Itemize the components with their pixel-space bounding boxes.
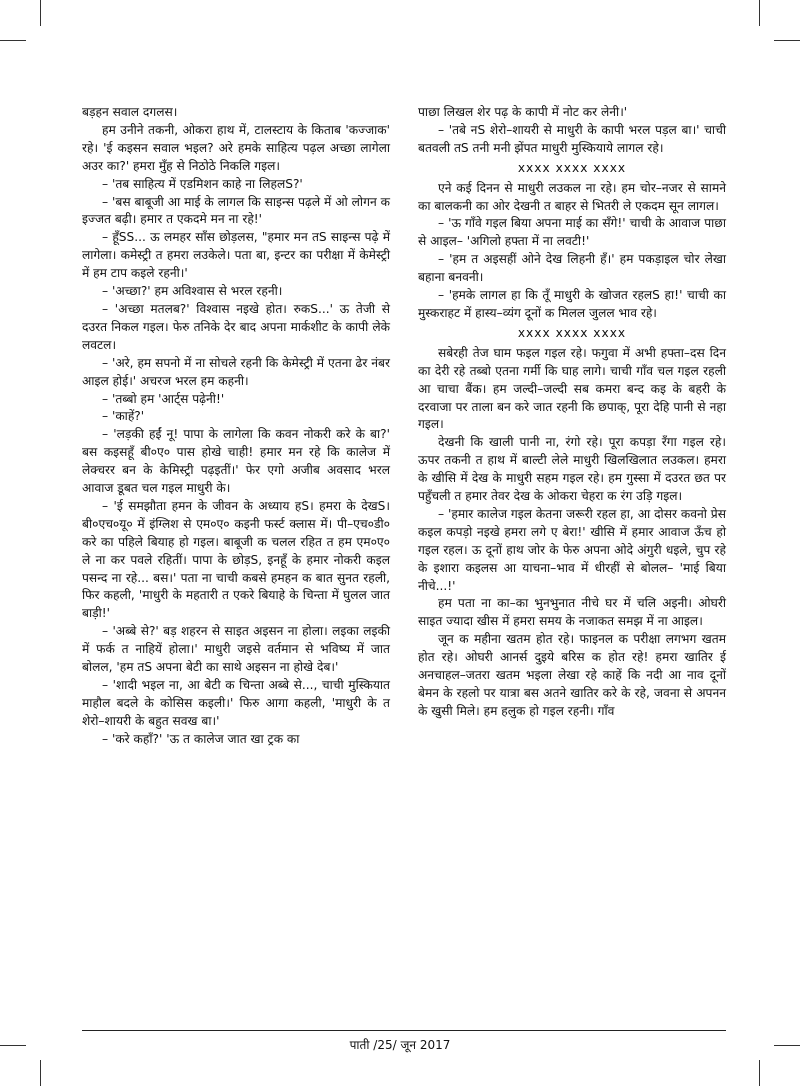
paragraph: – 'काहें?' xyxy=(102,409,145,424)
paragraph: हम उनीने तकनी, ओकरा हाथ में, टालस्टाय के किताब 'कज्जाक' रहे। 'ई कइसन सवाल भइल? अरे हमके साहित्य पढ़ल अच्छा लागेला अउर का?' हमरा मुँह से निठोठे निकलि गइल। xyxy=(82,122,390,173)
paragraph: – 'तब्बो हम 'आर्ट्स पढ़ेनी!' xyxy=(102,391,225,406)
crop-mark-top-left-v xyxy=(40,0,41,26)
crop-mark-bottom-left-v xyxy=(40,1060,41,1086)
paragraph: – 'लड़की हईं नू! पापा के लागेला कि कवन नोकरी करे के बा?' बस कइसहूँ बी०ए० पास होखे चाही! हमार मन रहे कि कालेज में लेक्चरर बन के केमिस्ट्री पढ़इतीं।' फेर एगो अजीब अवसाद भरल आवाज डूबत चल गइल माधुरी के। xyxy=(82,427,390,496)
paragraph: देखनी कि खाली पानी ना, रंगो रहे। पूरा कपड़ा रँगा गइल रहे। ऊपर तकनी त हाथ में बाल्टी लेले माधुरी खिलखिलात लउकल। हमरा के खीसि में देख के माधुरी सहम गइल रहे। हम गुस्सा में दउरत छत पर पहुँचली त हमार तेवर देख के ओकरा चेहरा क रंग उड़ि गइल। xyxy=(418,435,726,504)
paragraph: जून क महीना खतम होत रहे। फाइनल क परीक्षा लगभग खतम होत रहे। ओघरी आनर्स दुइये बरिस क होत रहे! हमरा खातिर ई अनचाहल–जतरा खतम भइला लेखा रहे काहें कि नदी आ नाव दूनों बेमन के रहलो पर यात्रा बस अतने खातिर करे के रहे, जवना से अपनन के खुसी मिले। हम हलुक हो गइल रहनी। गाँव xyxy=(418,632,726,718)
paragraph: – 'ऊ गाँवे गइल बिया अपना माई का सँगे!' चाची के आवाज पाछा से आइल– 'अगिलो हफ्ता में ना लवटी!' xyxy=(418,216,726,249)
footer-rule xyxy=(82,1030,726,1031)
paragraph: – 'करे कहाँ?' 'ऊ त कालेज जात खा ट्रक का xyxy=(102,731,300,746)
section-separator: xxxx xxxx xxxx xyxy=(517,160,627,175)
right-column xyxy=(418,104,726,721)
paragraph: – 'अरे, हम सपनो में ना सोचले रहनी कि केमेस्ट्री में एतना ढेर नंबर आइल होई।' अचरज भरल हम कहनी। xyxy=(82,355,390,388)
paragraph: – 'बस बाबूजी आ माई के लागल कि साइन्स पढ़ले में ओ लोगन क इज्जत बढ़ी। हमार त एकदमे मन ना रहे!' xyxy=(82,194,390,227)
left-column xyxy=(82,104,390,749)
paragraph: बड़हन सवाल दगलस। xyxy=(82,105,178,119)
paragraph: पाछा लिखल शेर पढ़ के कापी में नोट कर लेनी।' xyxy=(418,105,628,119)
section-separator: xxxx xxxx xxxx xyxy=(517,325,627,340)
paragraph: – 'अब्बे से?' बड़ शहरन से साइत अइसन ना होला। लइका लइकी में फर्क त नाहियें होला।' माधुरी जइसे वर्तमान से भविष्य में जात बोलल, 'हम तS अपना बेटी का साथे अइसन ना होखे देब।' xyxy=(82,624,390,675)
paragraph: – 'हमके लागल हा कि तूँ माधुरी के खोजत रहलS हा!' चाची का मुस्कराहट में हास्य–व्यंग दूनों क मिलल जुलल भाव रहे। xyxy=(418,288,726,320)
paragraph: – 'अच्छा मतलब?' विश्वास नइखे होत। रुकS...' ऊ तेजी से दउरत निकल गइल। फेरु तनिके देर बाद अपना मार्कशीट के कापी लेके लवटल। xyxy=(82,301,390,352)
paragraph: – 'हमार कालेज गइल केतना जरूरी रहल हा, आ दोसर कवनो प्रेस कइल कपड़ो नइखे हमरा लगे ए बेरा!' खीसि में हमार आवाज ऊँच हो गइल रहल। ऊ दूनों हाथ जोर के फेरु अपना ओदे अंगुरी धइले, चुप रहे के इशारा कइलस आ याचना–भाव में धीरहीं से बोलल– 'माई बिया नीचे...!' xyxy=(418,506,726,593)
page-footer: पाती /25/ जून 2017 xyxy=(349,1038,451,1052)
paragraph: – 'ई समझौता हमन के जीवन के अध्याय हS। हमरा के देखS। बी०एच०यू० में इंग्लिश से एम०ए० कइनी फर्स्ट क्लास में। पी–एच०डी० करे का पहिले बियाह हो गइल। बाबूजी क चलल रहित त हम एम०ए० ले ना कर पवले रहितीं। पापा के छोड़S, इनहूँ के हमार नोकरी कइल पसन्द ना रहे... बस।' पता ना चाची कबसे हमहन क बात सुनत रहली, फिर कहली, 'माधुरी के महतारी त एकरे बियाहे के चिन्ता में घुलल जात बाड़ी!' xyxy=(82,498,390,621)
crop-mark-top-left xyxy=(0,40,26,41)
crop-mark-bottom-right-v xyxy=(759,1060,760,1086)
paragraph: – 'हम त अइसहीं ओने देख लिहनी हँ।' हम पकड़ाइल चोर लेखा बहाना बनवनी। xyxy=(418,252,726,285)
crop-mark-top-right xyxy=(774,40,800,41)
paragraph: – हूँSS... ऊ लमहर साँस छोड़लस, "हमार मन तS साइन्स पढ़े में लागेला। कमेस्ट्री त हमरा लउकेले। पता बा, इन्टर का परीक्षा में केमेस्ट्री में हम टाप कइले रहनी।' xyxy=(82,230,390,281)
paragraph: हम पता ना का–का भुनभुनात नीचे घर में चलि अइनी। ओघरी साइत ज्यादा खीस में हमरा समय के नजाकत समझ में ना आइल। xyxy=(418,596,726,629)
paragraph: – 'तब साहित्य में एडमिशन काहे ना लिहलS?' xyxy=(102,176,303,191)
paragraph: एने कई दिनन से माधुरी लउकल ना रहे। हम चोर–नजर से सामने का बालकनी का ओर देखनी त बाहर से भितरी ले एकदम सून लागल। xyxy=(418,180,726,213)
paragraph: सबेरही तेज घाम फइल गइल रहे। फगुवा में अभी हफ्ता–दस दिन का देरी रहे तब्बो एतना गर्मी कि घाह लागे। चाची गाँव चल गइल रहली आ चाचा बैंक। हम जल्दी–जल्दी सब कमरा बन्द कइ के बहरी के दरवाजा पर ताला बन करे जात रहनी कि छपाक्, पूरा देहि पानी से नहा गइल। xyxy=(418,345,726,432)
paragraph: – 'शादी भइल ना, आ बेटी क चिन्ता अब्बे से..., चाची मुस्कियात माहौल बदले के कोसिस कइली।' फिरु आगा कहली, 'माधुरी के त शेरो–शायरी के बहुत सवख बा।' xyxy=(82,678,390,728)
paragraph: – 'अच्छा?' हम अविश्वास से भरल रहनी। xyxy=(102,284,283,299)
crop-mark-top-right-v xyxy=(759,0,760,26)
paragraph: – 'तबे नS शेरो–शायरी से माधुरी के कापी भरल पड़ल बा।' चाची बतवली तS तनी मनी झेंपत माधुरी मुस्कियाये लागल रहे। xyxy=(418,122,726,155)
